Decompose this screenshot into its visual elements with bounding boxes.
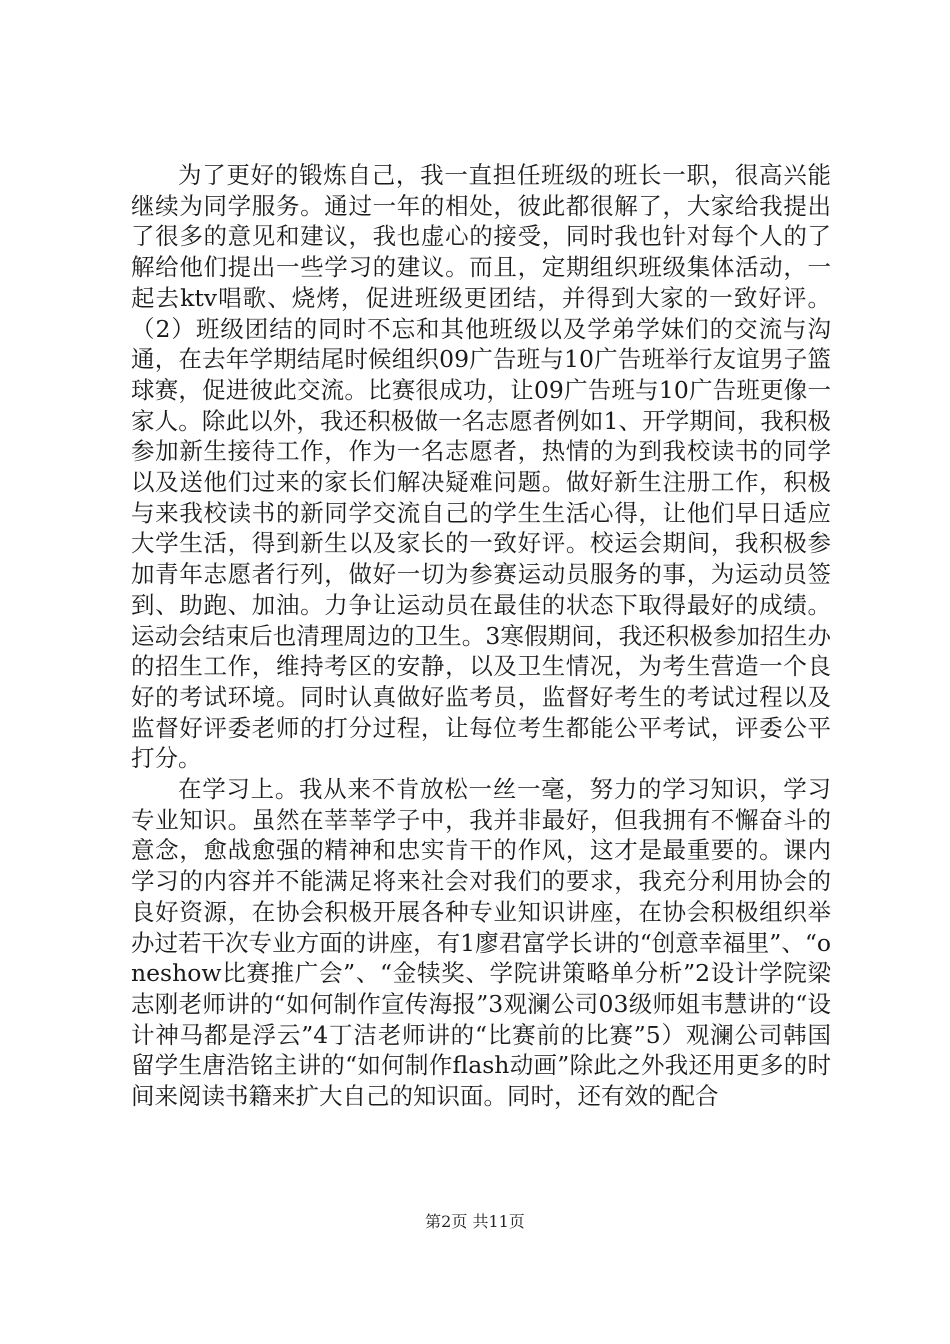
paragraph-class-leader: 为了更好的锻炼自己，我一直担任班级的班长一职，很高兴能继续为同学服务。通过一年的相处，彼此都很解了，大家给我提出了很多的意见和建议，我也虚心的接受，同时我也针对每个人的了解给他们提出一些学习的建议。而且，定期组织班级集体活动，一起去ktv唱歌、烧烤，促进班级更团结，并得到大家的一致好评。（2）班级团结的同时不忘和其他班级以及学弟学妹们的交流与沟通，在去年学期结尾时候组织09广告班与10广告班举行友谊男子篮球赛，促进彼此交流。比赛很成功，让09广告班与10广告班更像一家人。除此以外，我还积极做一名志愿者例如1、开学期间，我积极参加新生接待工作，作为一名志愿者，热情的为到我校读书的同学以及送他们过来的家长们解决疑难问题。做好新生注册工作，积极与来我校读书的新同学交流自己的学生生活心得，让他们早日适应大学生活，得到新生以及家长的一致好评。校运会期间，我积极参加青年志愿者行列，做好一切为参赛运动员服务的事，为运动员签到、助跑、加油。力争让运动员在最佳的状态下取得最好的成绩。运动会结束后也清理周边的卫生。3寒假期间，我还积极参加招生办的招生工作，维持考区的安静，以及卫生情况，为考生营造一个良好的考试环境。同时认真做好监考员，监督好考生的考试过程以及监督好评委老师的打分过程，让每位考生都能公平考试，评委公平打分。	[131, 161, 831, 773]
paragraph-study: 在学习上。我从来不肯放松一丝一毫，努力的学习知识，学习专业知识。虽然在莘莘学子中，我并非最好，但我拥有不懈奋斗的意念，愈战愈强的精神和忠实肯干的作风，这才是最重要的。课内学习的内容并不能满足将来社会对我们的要求，我充分利用协会的良好资源，在协会积极开展各种专业知识讲座，在协会积极组织举办过若干次专业方面的讲座，有1廖君富学长讲的“创意幸福里”、“oneshow比赛推广会”、“金犊奖、学院讲策略单分析”2设计学院梁志刚老师讲的“如何制作宣传海报”3观澜公司03级师姐韦慧讲的“设计神马都是浮云”4丁洁老师讲的“比赛前的比赛”5）观澜公司韩国留学生唐浩铭主讲的“如何制作flash动画”除此之外我还用更多的时间来阅读书籍来扩大自己的知识面。同时，还有效的配合	[131, 775, 831, 1111]
document-body	[131, 160, 831, 1112]
page-number-footer: 第2页 共11页	[425, 1212, 525, 1231]
